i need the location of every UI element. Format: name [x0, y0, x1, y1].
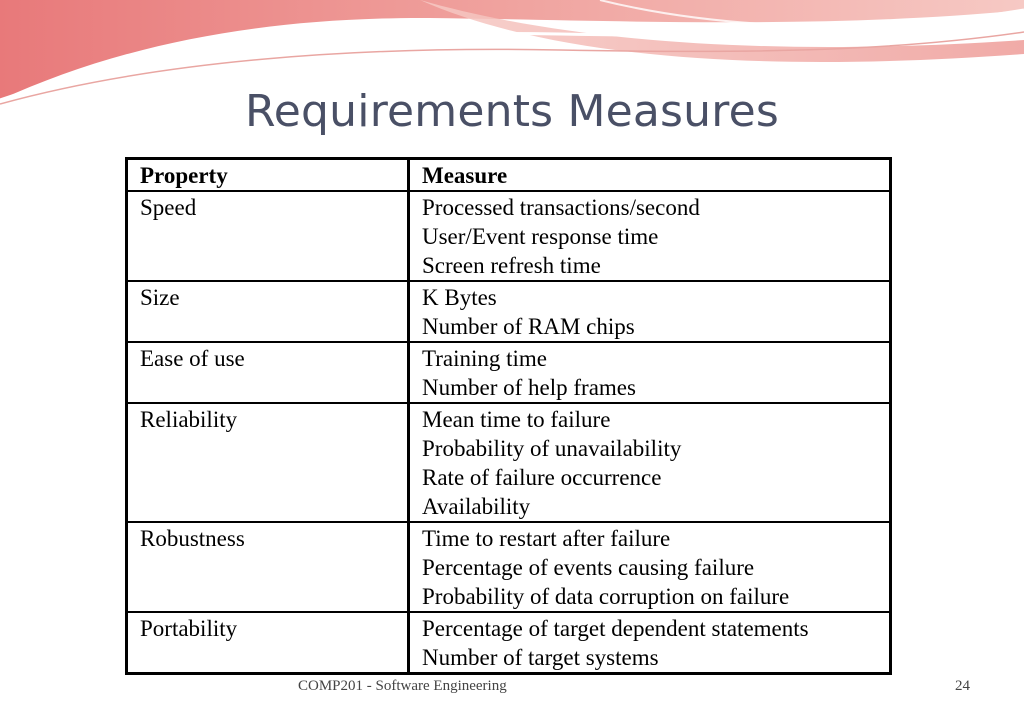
measure-cell [409, 191, 891, 281]
header-property: Property [127, 159, 409, 192]
table-row-speed [127, 191, 891, 281]
measure-item: Percentage of events causing failure [422, 555, 755, 580]
property-cell: Speed [127, 191, 409, 281]
header-measure: Measure [409, 159, 891, 192]
measure-cell [409, 342, 891, 403]
table-row-ease-of-use [127, 342, 891, 403]
slide-title: Requirements Measures [244, 86, 779, 137]
property-cell: Portability [127, 612, 409, 674]
measure-item: Number of RAM chips [422, 314, 635, 339]
table-header-row [127, 159, 891, 192]
measure-cell [409, 522, 891, 612]
measure-item: Screen refresh time [422, 253, 601, 278]
measure-item: Number of target systems [422, 645, 659, 670]
table-row-reliability [127, 403, 891, 522]
table-row-robustness [127, 522, 891, 612]
requirements-table [125, 157, 892, 675]
page-number: 24 [955, 678, 970, 694]
measure-item: Probability of unavailability [422, 436, 682, 461]
measure-item: Probability of data corruption on failure [422, 584, 790, 609]
property-cell: Reliability [127, 403, 409, 522]
measure-item: Rate of failure occurrence [422, 465, 662, 490]
table-row-size [127, 281, 891, 342]
measure-cell [409, 403, 891, 522]
property-cell: Robustness [127, 522, 409, 612]
measure-item: Mean time to failure [422, 407, 611, 432]
table-row-portability [127, 612, 891, 674]
measure-cell [409, 612, 891, 674]
measure-item: User/Event response time [422, 224, 659, 249]
measure-item: Number of help frames [422, 375, 636, 400]
property-cell: Ease of use [127, 342, 409, 403]
measure-item: Percentage of target dependent statements [422, 616, 809, 641]
measure-item: K Bytes [422, 285, 497, 310]
measure-cell [409, 281, 891, 342]
requirements-table-container [125, 157, 889, 675]
measure-item: Availability [422, 494, 531, 519]
measure-item: Time to restart after failure [422, 526, 671, 551]
measure-item: Training time [422, 346, 548, 371]
property-cell: Size [127, 281, 409, 342]
footer-course: COMP201 - Software Engineering [298, 678, 507, 694]
measure-item: Processed transactions/second [422, 195, 700, 220]
